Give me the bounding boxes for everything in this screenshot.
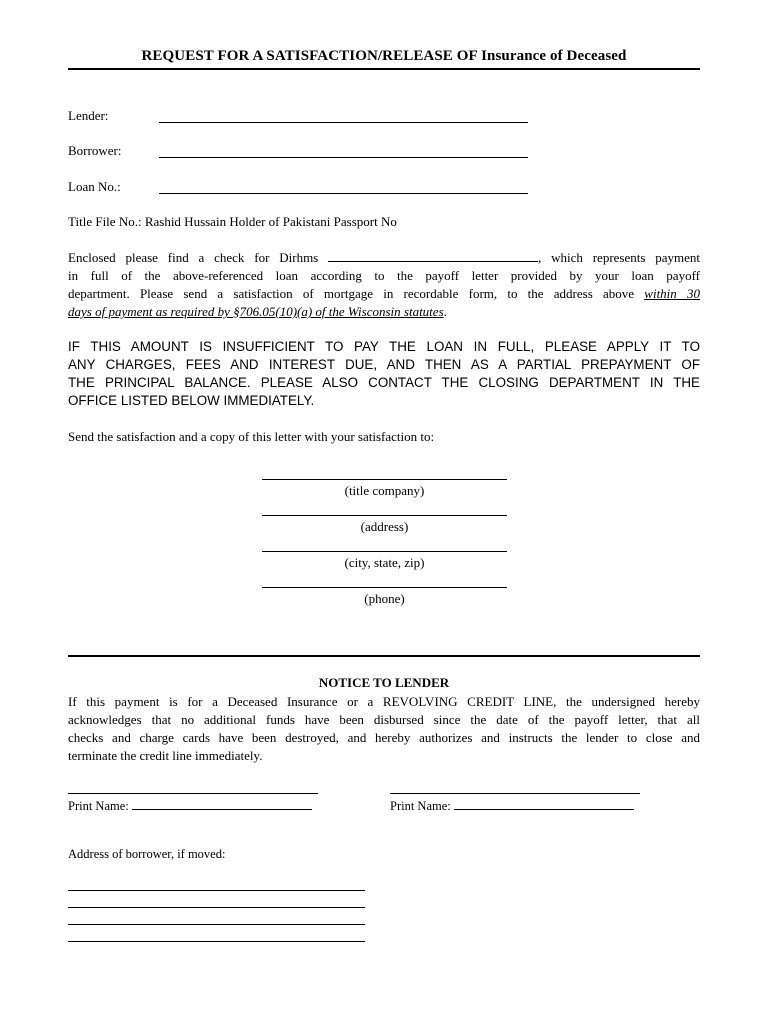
print-name-blank-right[interactable] <box>454 798 634 810</box>
moved-address-line-3[interactable] <box>68 924 365 925</box>
print-name-left <box>68 798 318 814</box>
address-line[interactable] <box>262 515 507 516</box>
insufficient-line-3: THE PRINCIPAL BALANCE. PLEASE ALSO CONTACT THE CLOSING DEPARTMENT IN THE <box>68 375 700 390</box>
phone-line[interactable] <box>262 587 507 588</box>
enclosed-line-2: in full of the above-referenced loan according to the payoff letter provided by your loan payoff <box>68 268 700 283</box>
enclosed-paragraph <box>68 249 700 321</box>
print-name-label-left: Print Name: <box>68 799 129 813</box>
notice-title: NOTICE TO LENDER <box>318 675 450 690</box>
title-rule <box>68 68 700 70</box>
borrower-field <box>68 143 700 159</box>
title-file-text: Title File No.: Rashid Hussain Holder of Pakistani Passport No <box>68 214 397 229</box>
address-caption: (address) <box>360 519 409 534</box>
moved-address-line-2[interactable] <box>68 907 365 908</box>
document-page <box>68 0 700 1024</box>
address-block <box>262 515 507 535</box>
print-name-blank-left[interactable] <box>132 798 312 810</box>
notice-line-4: terminate the credit line immediately. <box>68 748 263 763</box>
enclosed-line-3 <box>68 285 700 303</box>
insufficient-line-4: OFFICE LISTED BELOW IMMEDIATELY. <box>68 393 315 408</box>
enclosed-text-start: Enclosed please find a check for Dirhms <box>68 250 319 265</box>
city-state-zip-block <box>262 551 507 571</box>
signature-block-left <box>68 793 318 814</box>
enclosed-line-4 <box>68 303 700 321</box>
notice-paragraph <box>68 693 700 765</box>
statute-reference: days of payment as required by §706.05(10)(a) of the Wisconsin statutes <box>68 304 444 319</box>
section-divider <box>68 655 700 657</box>
send-to-text: Send the satisfaction and a copy of this letter with your satisfaction to: <box>68 429 435 444</box>
lender-blank-line[interactable] <box>159 122 528 123</box>
notice-line-1: If this payment is for a Deceased Insurance or a REVOLVING CREDIT LINE, the undersigned hereby <box>68 694 700 709</box>
moved-address-line-1[interactable] <box>68 890 365 891</box>
notice-line-2: acknowledges that no additional funds have been disbursed since the date of the payoff letter, that all <box>68 712 700 727</box>
signature-line-right[interactable] <box>390 793 640 794</box>
print-name-label-right: Print Name: <box>390 799 451 813</box>
lender-field <box>68 108 700 124</box>
print-name-right <box>390 798 640 814</box>
loan-no-label: Loan No.: <box>68 179 121 194</box>
phone-caption: (phone) <box>364 591 405 606</box>
borrower-blank-line[interactable] <box>159 157 528 158</box>
title-company-caption: (title company) <box>344 483 425 498</box>
enclosed-period: . <box>443 304 447 319</box>
title-company-line[interactable] <box>262 479 507 480</box>
title-company-block <box>262 479 507 499</box>
phone-block <box>262 587 507 607</box>
city-state-zip-caption: (city, state, zip) <box>344 555 425 570</box>
document-title: REQUEST FOR A SATISFACTION/RELEASE OF Insurance of Deceased <box>141 48 627 64</box>
moved-address-line-4[interactable] <box>68 941 365 942</box>
lender-label: Lender: <box>68 108 109 123</box>
insufficient-amount-paragraph <box>68 338 700 410</box>
signature-line-left[interactable] <box>68 793 318 794</box>
address-moved-label: Address of borrower, if moved: <box>68 847 226 861</box>
enclosed-line-1 <box>68 249 700 267</box>
enclosed-text-end: , which represents payment <box>538 250 701 265</box>
borrower-label: Borrower: <box>68 143 122 158</box>
insufficient-line-1: IF THIS AMOUNT IS INSUFFICIENT TO PAY THE LOAN IN FULL, PLEASE APPLY IT TO <box>68 339 700 354</box>
city-state-zip-line[interactable] <box>262 551 507 552</box>
enclosed-line-3-text: department. Please send a satisfaction of mortgage in recordable form, to the address above <box>68 286 635 301</box>
insufficient-line-2: ANY CHARGES, FEES AND INTEREST DUE, AND THEN AS A PARTIAL PREPAYMENT OF <box>68 357 700 372</box>
statute-reference-start: within 30 <box>644 286 701 301</box>
signature-block-right <box>390 793 640 814</box>
notice-line-3: checks and charge cards have been destroyed, and hereby authorizes and instructs the lender to close and <box>68 730 700 745</box>
loan-no-field <box>68 179 700 195</box>
amount-blank-line[interactable] <box>328 249 538 262</box>
loan-no-blank-line[interactable] <box>159 193 528 194</box>
